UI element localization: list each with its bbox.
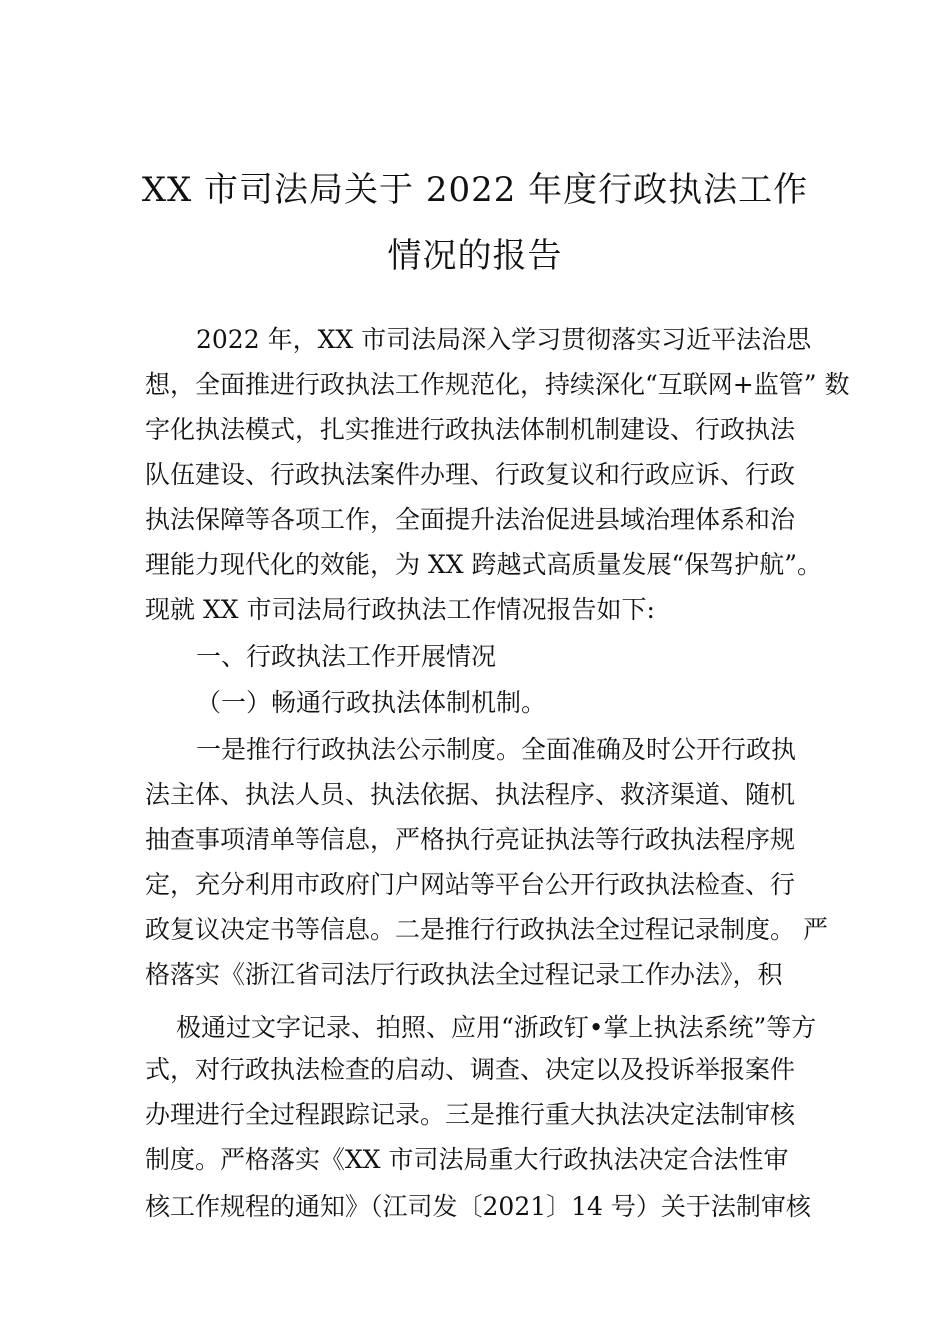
- body-line: 定，充分利用市政府门户网站等平台公开行政执法检查、行: [145, 870, 796, 899]
- body-line: 执法保障等各项工作，全面提升法治促进县域治理体系和治: [145, 505, 796, 534]
- body-line: 队伍建设、行政执法案件办理、行政复议和行政应诉、行政: [145, 460, 796, 489]
- body-line: 格落实《浙江省司法厅行政执法全过程记录工作办法》，积: [145, 960, 783, 989]
- body-line: 理能力现代化的效能，为 XX 跨越式高质量发展“保驾护航”。: [145, 550, 823, 579]
- body-line: 法主体、执法人员、执法依据、执法程序、救济渠道、随机: [145, 780, 796, 809]
- body-line: 一是推行行政执法公示制度。全面准确及时公开行政执: [196, 735, 797, 764]
- subsection-heading: （一）畅通行政执法体制机制。: [196, 688, 547, 717]
- section-heading: 一、行政执法工作开展情况: [196, 642, 497, 671]
- document-title-line-2: 情况的报告: [387, 236, 563, 276]
- body-line: 办理进行全过程跟踪记录。三是推行重大执法决定法制审核: [145, 1100, 796, 1129]
- body-line: 抽查事项清单等信息，严格执行亮证执法等行政执法程序规: [145, 825, 796, 854]
- body-line: 2022 年，XX 市司法局深入学习贯彻落实习近平法治思: [196, 325, 812, 354]
- body-line: 想，全面推进行政执法工作规范化，持续深化“互联网+监管” 数: [145, 370, 850, 399]
- body-line: 现就 XX 市司法局行政执法工作情况报告如下:: [145, 595, 655, 624]
- body-line: 极通过文字记录、拍照、应用“浙政钉•掌上执法系统”等方: [176, 1013, 817, 1042]
- body-line: 式，对行政执法检查的启动、调查、决定以及投诉举报案件: [145, 1055, 796, 1084]
- body-line: 核工作规程的通知》（江司发〔2021〕14 号）关于法制审核: [145, 1192, 811, 1221]
- body-line: 制度。严格落实《XX 市司法局重大行政执法决定合法性审: [145, 1145, 789, 1174]
- body-line: 政复议决定书等信息。二是推行行政执法全过程记录制度。 严: [145, 915, 828, 944]
- document-title-line-1: XX 市司法局关于 2022 年度行政执法工作: [141, 170, 809, 210]
- body-line: 字化执法模式，扎实推进行政执法体制机制建设、行政执法: [145, 415, 796, 444]
